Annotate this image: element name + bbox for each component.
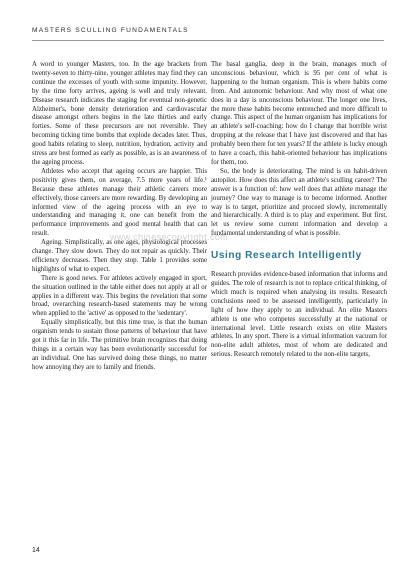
section-heading: Using Research Intelligently <box>211 250 362 262</box>
left-column <box>32 61 207 373</box>
paragraph: A word to younger Masters, too. In the age brackets from twenty-seven to thirty-nine, younger athletes may find they can continue the excesses of youth with some impunity. However, by the time forty arrives, ageing is well and truly relevant. Disease research indicates the staging for eventual non-genetic Alzheimer's, bone density deterioration and cardiovascular disease amongst others begins in the late thirties and early forties. Some of these precursors are not reversible. They becoming ticking time bombs that explode decades later. Thus, good habits relating to sleep, nutrition, hydration, activity and stress are best formed as early as possible, as is an awareness of the ageing process. <box>32 61 207 166</box>
paragraph: Athletes who accept that ageing occurs are happier. This positivity gives them, on average, 7.5 more years of life.¹ Because these athletes manage their athletic careers more effectively, those careers are more rewarding. By developing an informed view of the ageing process with an eye to understanding and managing it, one can benefit from the performance improvements and good mental health that can result. <box>32 167 207 238</box>
paragraph: Ageing. Simplistically, as one ages, physiological processes change. They slow down. They do not repair as quickly. Their efficiency decreases. Then they stop. Table 1 provides some highlights of what to expect. <box>32 239 207 273</box>
right-column <box>211 61 387 360</box>
paragraph: There is good news. For athletes actively engaged in sport, the situation outlined in the table either does not apply at all or applies in a different way. This begins the revelation that some broad, overarching research-based statements may be wrong when applied to the 'active' as opposed to the 'sedentary'. <box>32 274 207 318</box>
header-rule <box>32 40 384 41</box>
page-number: 14 <box>32 547 40 554</box>
paragraph: So, the body is deteriorating. The mind is on habit-driven autopilot. How does this affect an athlete's sculling career? The answer is a function of: how well does that athlete manage the journey? One way to manage is to become informed. Another way is to target, prioritize and proceed slowly, incrementally and hierarchically. A third is to play and experiment. But first, let us review some current information and develop a fundamental understanding of what is possible. <box>211 167 387 238</box>
paragraph: The basal ganglia, deep in the brain, manages much of unconscious behaviour, which is 95 per cent of what is happening to the human organism. This is where habits come from. And autonomic behaviour. And why most of what one does in a day is unconscious behaviour. The longer one lives, the more these habits become entrenched and more difficult to change. This aspect of the human organism has implications for an athlete's self-coaching: how do I change that horrible wrist dropping at the release that I have just discovered and that has probably been there for ten years? If the athlete is lucky enough to have a coach, this habit-oriented behaviour has implications for them, too. <box>211 61 387 166</box>
paragraph: Research provides evidence-based information that informs and guides. The role of research is not to replace critical thinking, of which much is required when analysing its results. Research conclusions need to be assessed intelligently, particularly in light of how they apply to an individual. An elite Masters athlete is one who competes successfully at the national or international level. Little research exists on elite Masters athletes. In any sport. There is a virtual information vacuum for non-elite adult athletes, most of whom are dedicated and serious. Research remotely related to the non-elite targets, <box>211 271 387 359</box>
running-header: MASTERS SCULLING FUNDAMENTALS <box>32 27 189 34</box>
paragraph: Equally simplistically, but this time true, is that the human organism tends to sustain those patterns of behaviour that have got it this far in life. The primitive brain recognizes that doing things in a certain way has been evolutionarily successful for an individual. One has survived doing these things, no matter how annoying they are to family and friends. <box>32 319 207 371</box>
watermark: www.chinesecopyright.com <box>110 232 229 242</box>
